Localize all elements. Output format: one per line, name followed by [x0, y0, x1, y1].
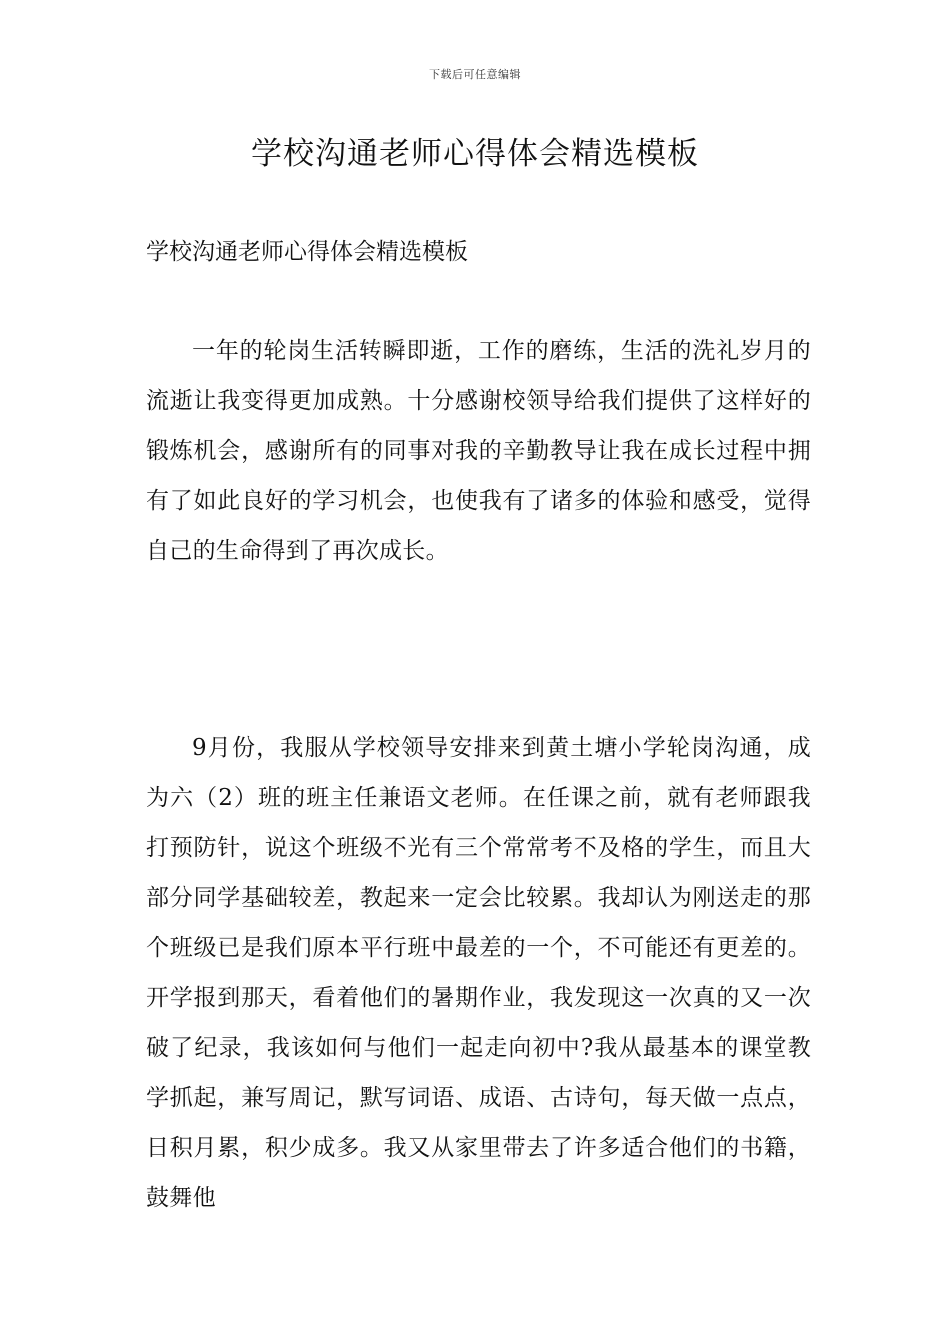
body-paragraph: 9月份，我服从学校领导安排来到黄土塘小学轮岗沟通，成为六（2）班的班主任兼语文老师。在任课之前，就有老师跟我打预防针，说这个班级不光有三个常常考不及格的学生，而且大部分同学基础较差，教起来一定会比较累。我却认为刚送走的那个班级已是我们原本平行班中最差的一个，不可能还有更差的。开学报到那天，看着他们的暑期作业，我发现这一次真的又一次破了纪录，我该如何与他们一起走向初中?我从最基本的课堂教学抓起，兼写周记，默写词语、成语、古诗句，每天做一点点，日积月累，积少成多。我又从家里带去了许多适合他们的书籍，鼓舞他: [146, 735, 811, 1211]
document-subtitle: 学校沟通老师心得体会精选模板: [146, 239, 468, 265]
document-title: 学校沟通老师心得体会精选模板: [251, 136, 699, 172]
body-paragraph: 一年的轮岗生活转瞬即逝，工作的磨练，生活的洗礼岁月的流逝让我变得更加成熟。十分感谢校领导给我们提供了这样好的锻炼机会，感谢所有的同事对我的辛勤教导让我在成长过程中拥有了如此良好的学习机会，也使我有了诸多的体验和感受，觉得自己的生命得到了再次成长。: [146, 338, 811, 564]
header-note: 下载后可任意编辑: [429, 68, 521, 81]
